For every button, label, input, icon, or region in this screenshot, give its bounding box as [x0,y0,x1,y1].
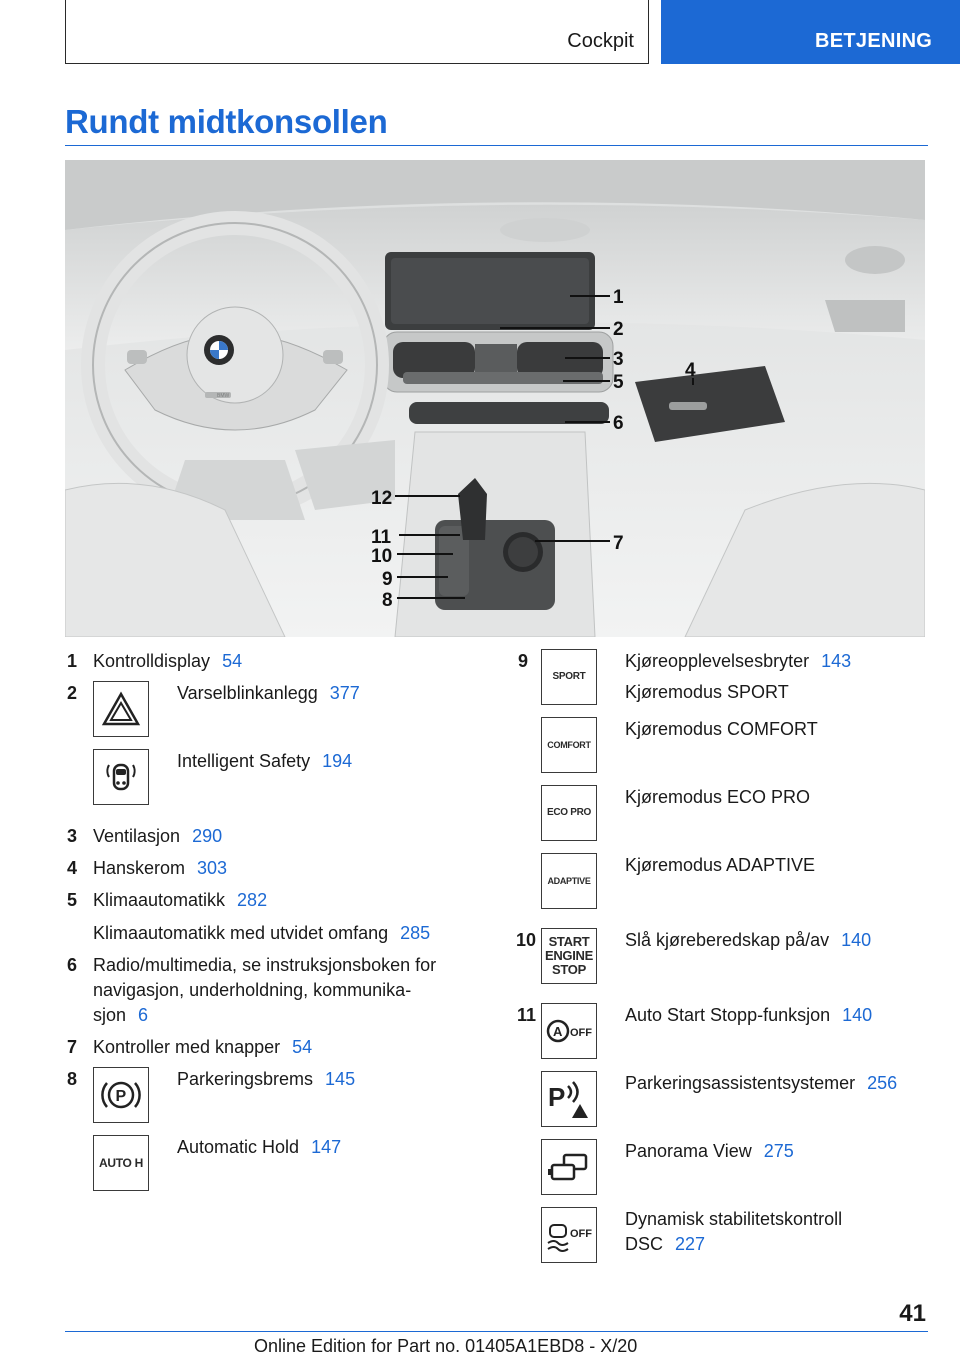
legend-entry [93,1035,312,1060]
header-chapter-label: BETJENING [815,30,933,52]
header-section-tab [65,0,649,64]
callout-5: 5 [613,372,624,393]
page-reference-link[interactable]: 143 [821,651,852,671]
title-divider [65,145,928,146]
page-reference-link[interactable]: 194 [322,751,353,771]
legend-entry [177,681,360,706]
legend-number: 4 [66,858,77,878]
legend-label: Kontroller med knapper [93,1037,281,1057]
sport-icon-text: SPORT [552,671,586,682]
legend-entry [93,1003,148,1028]
auto-hold-icon [93,1135,149,1191]
legend-entry [625,1003,872,1028]
legend-entry [177,749,352,774]
legend-entry-line: navigasjon, underholdning, kommunika- [93,980,412,1000]
footer-divider [65,1331,928,1332]
legend-entry [625,1071,897,1096]
eco-pro-icon-text: ECO PRO [546,807,592,818]
page-reference-link[interactable]: 145 [325,1069,356,1089]
page-reference-link[interactable]: 275 [763,1141,794,1161]
page-number: 41 [899,1300,926,1327]
adaptive-button-icon [541,853,597,909]
legend-entry [93,649,242,674]
page-reference-link[interactable]: 6 [138,1005,149,1025]
svg-text:A: A [553,1024,563,1039]
legend-label: Varselblinkanlegg [177,683,318,703]
legend-label: DSC [625,1234,664,1254]
legend-number: 5 [66,890,77,910]
cockpit-illustration [65,160,925,637]
page-reference-link[interactable]: 282 [237,890,268,910]
callout-12: 12 [371,488,393,509]
page-reference-link[interactable]: 147 [311,1137,342,1157]
legend-label: Panorama View [625,1141,752,1161]
page-reference-link[interactable]: 377 [329,683,360,703]
legend-label: Klimaautomatikk med utvidet omfang [93,923,389,943]
page-reference-link[interactable]: 227 [675,1234,706,1254]
comfort-icon-text: COMFORT [547,740,591,750]
comfort-button-icon [541,717,597,773]
callout-4: 4 [685,360,696,381]
legend-label: Automatic Hold [177,1137,300,1157]
callout-3: 3 [613,349,624,370]
legend-entry [93,921,430,946]
legend-label: Kontrolldisplay [93,651,211,671]
callout-11: 11 [371,527,392,548]
legend-label: Ventilasjon [93,826,181,846]
callout-2: 2 [613,319,624,340]
svg-text:P: P [548,1082,566,1112]
svg-text:P: P [115,1088,127,1105]
page-reference-link[interactable]: 285 [400,923,431,943]
legend-number: 2 [66,683,77,703]
legend-label: sjon [93,1005,127,1025]
page-reference-link[interactable]: 290 [192,826,223,846]
dsc-off-text: OFF [570,1228,592,1240]
page-title: Rundt midtkonsollen [65,103,388,140]
legend-number: 1 [66,651,77,671]
page-reference-link[interactable]: 303 [197,858,228,878]
callout-7: 7 [613,533,624,554]
steering-logo-text: BMW [217,393,230,399]
start-stop-line: ENGINE [544,948,594,963]
callout-8: 8 [382,590,393,611]
legend-entry [93,888,267,913]
legend-entry [177,1067,355,1092]
legend-label: Intelligent Safety [177,751,311,771]
legend-label: Kjøremodus ADAPTIVE [625,855,816,875]
legend-entry [625,649,851,674]
callout-1: 1 [613,287,624,308]
legend-entry-line: Radio/multimedia, se instruksjonsboken for [93,955,437,975]
legend-entry [177,1135,341,1160]
auto-start-stop-off-text: OFF [570,1027,592,1039]
page-reference-link[interactable]: 54 [292,1037,313,1057]
legend-entry [625,1139,794,1164]
legend-label: Slå kjøreberedskap på/av [625,930,830,950]
page-reference-link[interactable]: 140 [841,930,872,950]
legend-label: Auto Start Stopp-funksjon [625,1005,831,1025]
start-stop-line: START [548,934,590,949]
legend-entry [93,824,222,849]
panorama-view-icon [541,1139,597,1195]
callout-10: 10 [371,546,393,567]
legend-entry [93,856,227,881]
footer-edition-text: Online Edition for Part no. 01405A1EBD8 - X/20 [254,1336,638,1356]
legend-entry [625,928,871,953]
legend-number: 3 [66,826,77,846]
sport-button-icon [541,649,597,705]
legend-label: Kjøremodus COMFORT [625,719,818,739]
auto-hold-icon-text: AUTO H [99,1156,143,1170]
legend-number: 6 [66,955,77,975]
legend-number: 8 [66,1069,77,1089]
eco-pro-button-icon [541,785,597,841]
hazard-triangle-icon [93,681,149,737]
header-chapter-tab [661,0,960,64]
intelligent-safety-icon [93,749,149,805]
legend-entry-line: Dynamisk stabilitetskontroll [625,1209,843,1229]
header-section-label: Cockpit [567,30,634,52]
legend-number: 10 [515,930,536,950]
legend-number: 11 [516,1005,536,1025]
legend-label: Hanskerom [93,858,186,878]
legend-number: 7 [66,1037,77,1057]
legend-label: Klimaautomatikk [93,890,226,910]
parking-brake-icon [93,1067,149,1123]
callout-9: 9 [382,569,393,590]
adaptive-icon-text: ADAPTIVE [547,876,591,886]
page-reference-link[interactable]: 256 [867,1073,898,1093]
legend-label: Parkeringsbrems [177,1069,314,1089]
legend-number: 9 [517,651,528,671]
parking-assist-icon [541,1071,597,1127]
dsc-off-icon [541,1207,597,1263]
start-stop-line: STOP [552,962,586,977]
legend-label: Parkeringsassistentsystemer [625,1073,856,1093]
legend-entry [625,1232,705,1257]
auto-start-stop-off-icon [541,1003,597,1059]
page-reference-link[interactable]: 54 [222,651,243,671]
start-stop-button-icon [541,928,597,984]
callout-6: 6 [613,413,624,434]
legend-label: Kjøremodus ECO PRO [625,787,811,807]
page-reference-link[interactable]: 140 [842,1005,873,1025]
legend-sub-label: Kjøremodus SPORT [625,682,789,702]
legend-label: Kjøreopplevelsesbryter [625,651,810,671]
